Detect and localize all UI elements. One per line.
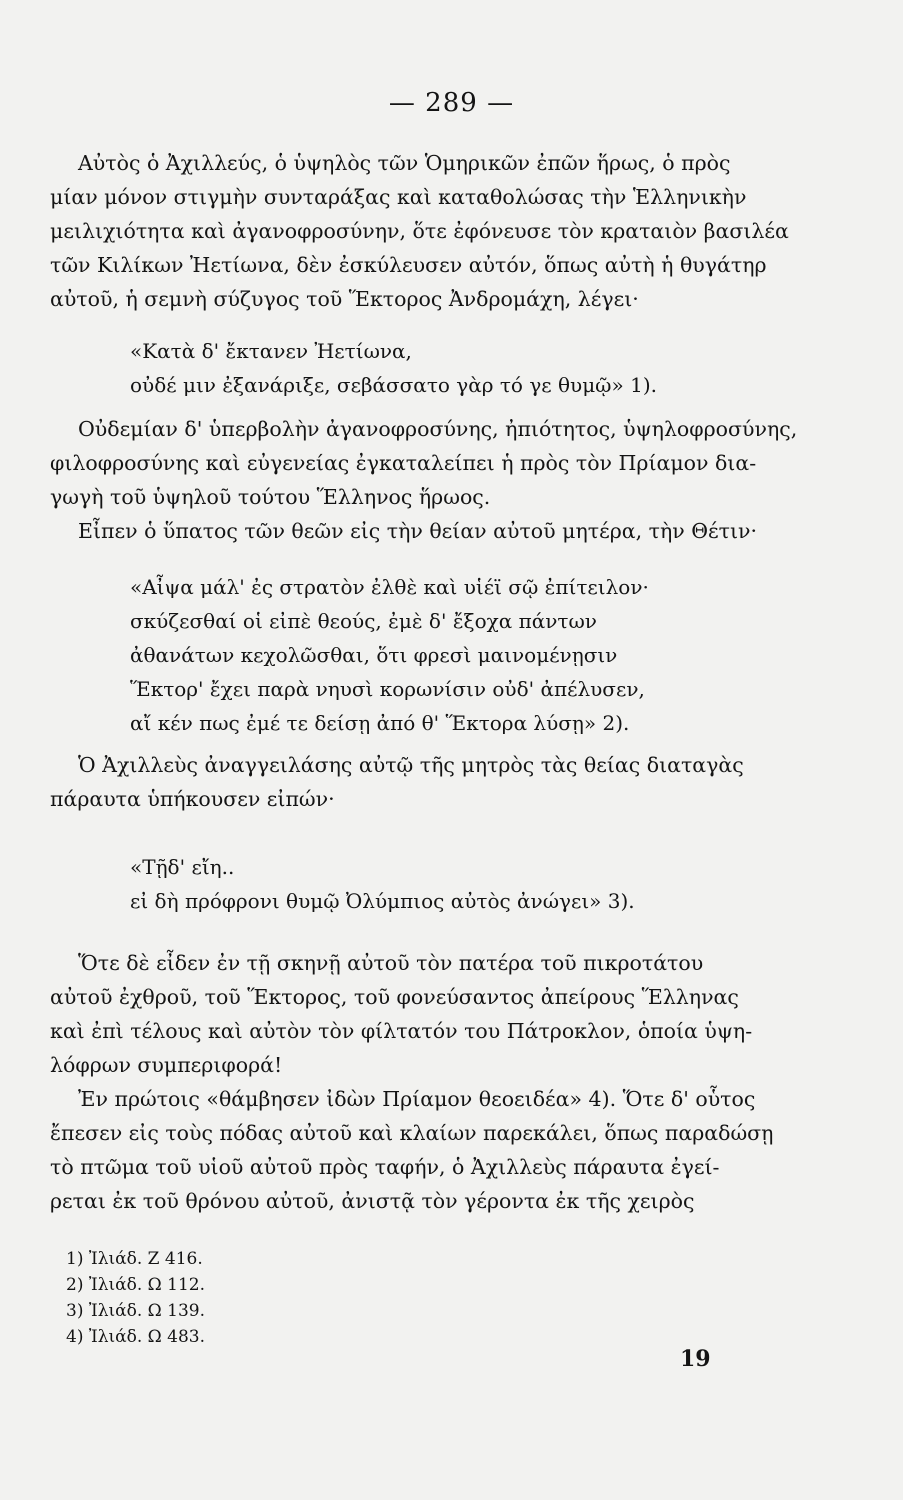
paragraph-1 bbox=[50, 146, 789, 316]
text-line: Ἐν πρώτοις «θάμβησεν ἰδὼν Πρίαμον θεοειδέα» 4). Ὅτε δ' οὗτος bbox=[78, 1087, 756, 1111]
verse-line: οὐδέ μιν ἐξανάριξε, σεβάσσατο γὰρ τό γε θυμῷ» 1). bbox=[130, 373, 657, 397]
verse-line: «Κατὰ δ' ἔκτανεν Ἠετίωνα, bbox=[130, 339, 412, 363]
verse-line: σκύζεσθαί οἱ εἰπὲ θεούς, ἐμὲ δ' ἔξοχα πάντων bbox=[130, 609, 597, 633]
text-line: μειλιχιότητα καὶ ἀγανοφροσύνην, ὅτε ἐφόνευσε τὸν κραταιὸν βασιλέα bbox=[50, 219, 789, 243]
verse-line: ἀθανάτων κεχολῶσθαι, ὅτι φρεσὶ μαινομένῃσιν bbox=[130, 643, 618, 667]
text-line: γωγὴ τοῦ ὑψηλοῦ τούτου Ἕλληνος ἥρωος. bbox=[50, 485, 491, 509]
text-line: φιλοφροσύνης καὶ εὐγενείας ἐγκαταλείπει ἡ πρὸς τὸν Πρίαμον δια- bbox=[50, 451, 757, 475]
quotation-3 bbox=[130, 850, 635, 918]
verse-line: εἰ δὴ πρόφρονι θυμῷ Ὀλύμπιος αὐτὸς ἀνώγει» 3). bbox=[130, 889, 635, 913]
text-line: λόφρων συμπεριφορά! bbox=[50, 1053, 283, 1077]
text-line: καὶ ἐπὶ τέλους καὶ αὐτὸν τὸν φίλτατόν του Πάτροκλον, ὁποία ὑψη- bbox=[50, 1019, 753, 1043]
text-line: Αὐτὸς ὁ Ἀχιλλεύς, ὁ ὑψηλὸς τῶν Ὁμηρικῶν ἐπῶν ἥρως, ὁ πρὸς bbox=[78, 151, 731, 175]
page-number: 19 bbox=[680, 1346, 711, 1372]
text-line: τῶν Κιλίκων Ἠετίωνα, δὲν ἐσκύλευσεν αὐτόν, ὅπως αὐτὴ ἡ θυγάτηρ bbox=[50, 253, 767, 277]
text-line: πάραυτα ὑπήκουσεν εἰπών· bbox=[50, 787, 335, 811]
paragraph-3 bbox=[50, 514, 757, 548]
text-line: μίαν μόνον στιγμὴν συνταράξας καὶ καταθολώσας τὴν Ἑλληνικὴν bbox=[50, 185, 747, 209]
text-line: τὸ πτῶμα τοῦ υἱοῦ αὐτοῦ πρὸς ταφήν, ὁ Ἀχιλλεὺς πάραυτα ἐγεί- bbox=[50, 1155, 720, 1179]
footnote: 2) Ἰλιάδ. Ω 112. bbox=[66, 1275, 206, 1295]
text-line: αὐτοῦ ἐχθροῦ, τοῦ Ἕκτορος, τοῦ φονεύσαντος ἀπείρους Ἕλληνας bbox=[50, 985, 739, 1009]
paragraph-5 bbox=[50, 946, 752, 1082]
quotation-1 bbox=[130, 334, 657, 402]
verse-line: «Αἶψα μάλ' ἐς στρατὸν ἐλθὲ καὶ υἱέϊ σῷ ἐπίτειλον· bbox=[130, 575, 649, 599]
text-line: Εἶπεν ὁ ὕπατος τῶν θεῶν εἰς τὴν θείαν αὐτοῦ μητέρα, τὴν Θέτιν· bbox=[78, 519, 758, 543]
paragraph-6 bbox=[50, 1082, 773, 1218]
text-line: Ὅτε δὲ εἶδεν ἐν τῇ σκηνῇ αὐτοῦ τὸν πατέρα τοῦ πικροτάτου bbox=[78, 951, 704, 975]
verse-line: «Τῇδ' εἴη.. bbox=[130, 855, 235, 879]
paragraph-2 bbox=[50, 412, 797, 514]
footnotes bbox=[66, 1246, 205, 1350]
text-line: Οὐδεμίαν δ' ὑπερβολὴν ἀγανοφροσύνης, ἠπιότητος, ὑψηλοφροσύνης, bbox=[78, 417, 798, 441]
text-line: αὐτοῦ, ἡ σεμνὴ σύζυγος τοῦ Ἕκτορος Ἀνδρομάχη, λέγει· bbox=[50, 287, 639, 311]
text-line: ἔπεσεν εἰς τοὺς πόδας αὐτοῦ καὶ κλαίων παρεκάλει, ὅπως παραδώσῃ bbox=[50, 1121, 774, 1145]
text-line: ρεται ἐκ τοῦ θρόνου αὐτοῦ, ἀνιστᾷ τὸν γέροντα ἐκ τῆς χειρὸς bbox=[50, 1189, 695, 1213]
page-header: — 289 — bbox=[388, 88, 515, 118]
footnote: 4) Ἰλιάδ. Ω 483. bbox=[66, 1327, 206, 1347]
quotation-2 bbox=[130, 570, 649, 740]
verse-line: Ἕκτορ' ἔχει παρὰ νηυσὶ κορωνίσιν οὐδ' ἀπέλυσεν, bbox=[130, 677, 645, 701]
paragraph-4 bbox=[50, 748, 744, 816]
text-line: Ὁ Ἀχιλλεὺς ἀναγγειλάσης αὐτῷ τῆς μητρὸς τὰς θείας διαταγὰς bbox=[78, 753, 744, 777]
footnote: 3) Ἰλιάδ. Ω 139. bbox=[66, 1301, 206, 1321]
footnote: 1) Ἰλιάδ. Ζ 416. bbox=[66, 1249, 203, 1269]
verse-line: αἴ κέν πως ἐμέ τε δείσῃ ἀπό θ' Ἕκτορα λύσῃ» 2). bbox=[130, 711, 630, 735]
